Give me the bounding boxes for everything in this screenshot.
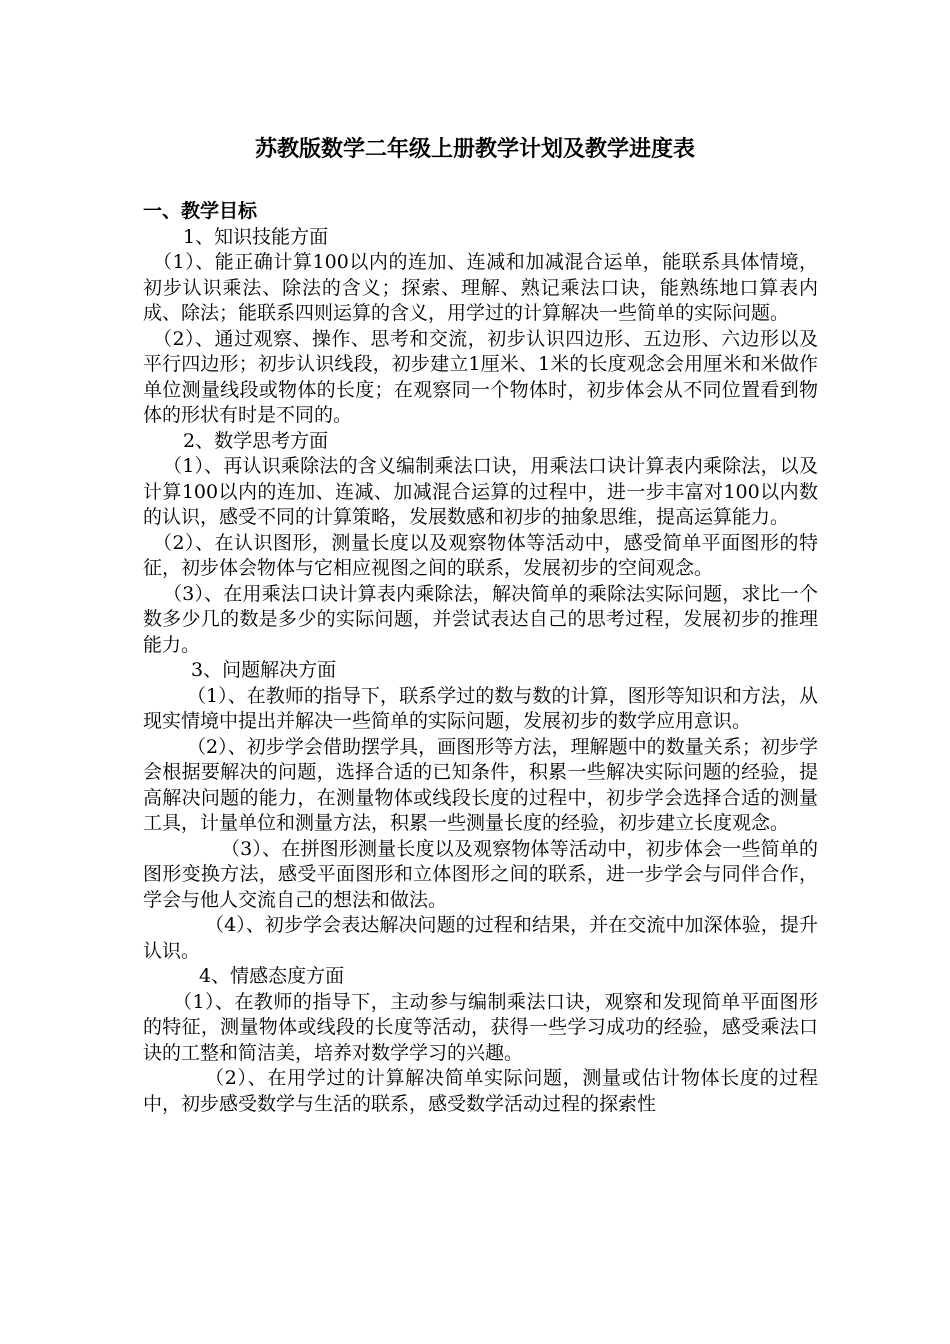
section-heading-teaching-goals: 一、教学目标 [143, 200, 258, 222]
paragraph: （1）、能正确计算100以内的连加、连减和加减混合运单，能联系具体情境，初步认识乘法、除法的含义；探索、理解、熟记乘法口诀，能熟练地口算表内成、除法；能联系四则运算的含义，用学过的计算解决一些简单的实际问题。 [143, 251, 818, 324]
paragraph: （1）、在教师的指导下，联系学过的数与数的计算，图形等知识和方法，从现实情境中提出并解决一些简单的实际问题，发展初步的数学应用意识。 [143, 684, 818, 732]
paragraph: （1）、再认识乘除法的含义编制乘法口诀，用乘法口诀计算表内乘除法，以及计算100以内的连加、连减、加减混合运算的过程中，进一步丰富对100以内数的认识，感受不同的计算策略，发展数感和初步的抽象思维，提高运算能力。 [143, 455, 818, 528]
subheading-problem-solving: 3、问题解决方面 [191, 659, 337, 681]
subheading-knowledge-skills: 1、知识技能方面 [183, 225, 329, 248]
paragraph: （2）、通过观察、操作、思考和交流，初步认识四边形、五边形、六边形以及平行四边形；初步认识线段，初步建立1厘米、1米的长度观念会用厘米和米做作单位测量线段或物体的长度；在观察同一个物体时，初步体会从不同位置看到物体的形状有时是不同的。 [143, 327, 818, 426]
paragraph: （3）、在用乘法口诀计算表内乘除法，解决简单的乘除法实际问题，求比一个数多少几的数是多少的实际问题，并尝试表达自己的思考过程，发展初步的推理能力。 [143, 582, 818, 656]
paragraph: （2）、在认识图形，测量长度以及观察物体等活动中，感受简单平面图形的特征，初步体会物体与它相应视图之间的联系，发展初步的空间观念。 [143, 531, 818, 579]
subheading-math-thinking: 2、数学思考方面 [183, 429, 329, 452]
paragraph: （4）、初步学会表达解决问题的过程和结果，并在交流中加深体验，提升认识。 [143, 914, 818, 962]
paragraph: （2）、在用学过的计算解决简单实际问题，测量或估计物体长度的过程中，初步感受数学与生活的联系，感受数学活动过程的探索性 [143, 1067, 818, 1115]
document-body [143, 199, 818, 1117]
paragraph: （2）、初步学会借助摆学具，画图形等方法，理解题中的数量关系；初步学会根据要解决的问题，选择合适的已知条件，积累一些解决实际问题的经验，提高解决问题的能力，在测量物体或线段长度的过程中，初步学会选择合适的测量工具，计量单位和测量方法，积累一些测量长度的经验，初步建立长度观念。 [143, 735, 818, 834]
document-title: 苏教版数学二年级上册教学计划及教学进度表 [254, 136, 695, 162]
paragraph: （3）、在拼图形测量长度以及观察物体等活动中，初步体会一些简单的图形变换方法，感受平面图形和立体图形之间的联系，进一步学会与同伴合作，学会与他人交流自己的想法和做法。 [143, 837, 818, 911]
subheading-emotional-attitude: 4、情感态度方面 [199, 965, 345, 987]
paragraph: （1）、在教师的指导下，主动参与编制乘法口诀，观察和发现简单平面图形的特征，测量物体或线段的长度等活动，获得一些学习成功的经验，感受乘法口诀的工整和简洁美，培养对数学学习的兴趣。 [143, 990, 818, 1064]
